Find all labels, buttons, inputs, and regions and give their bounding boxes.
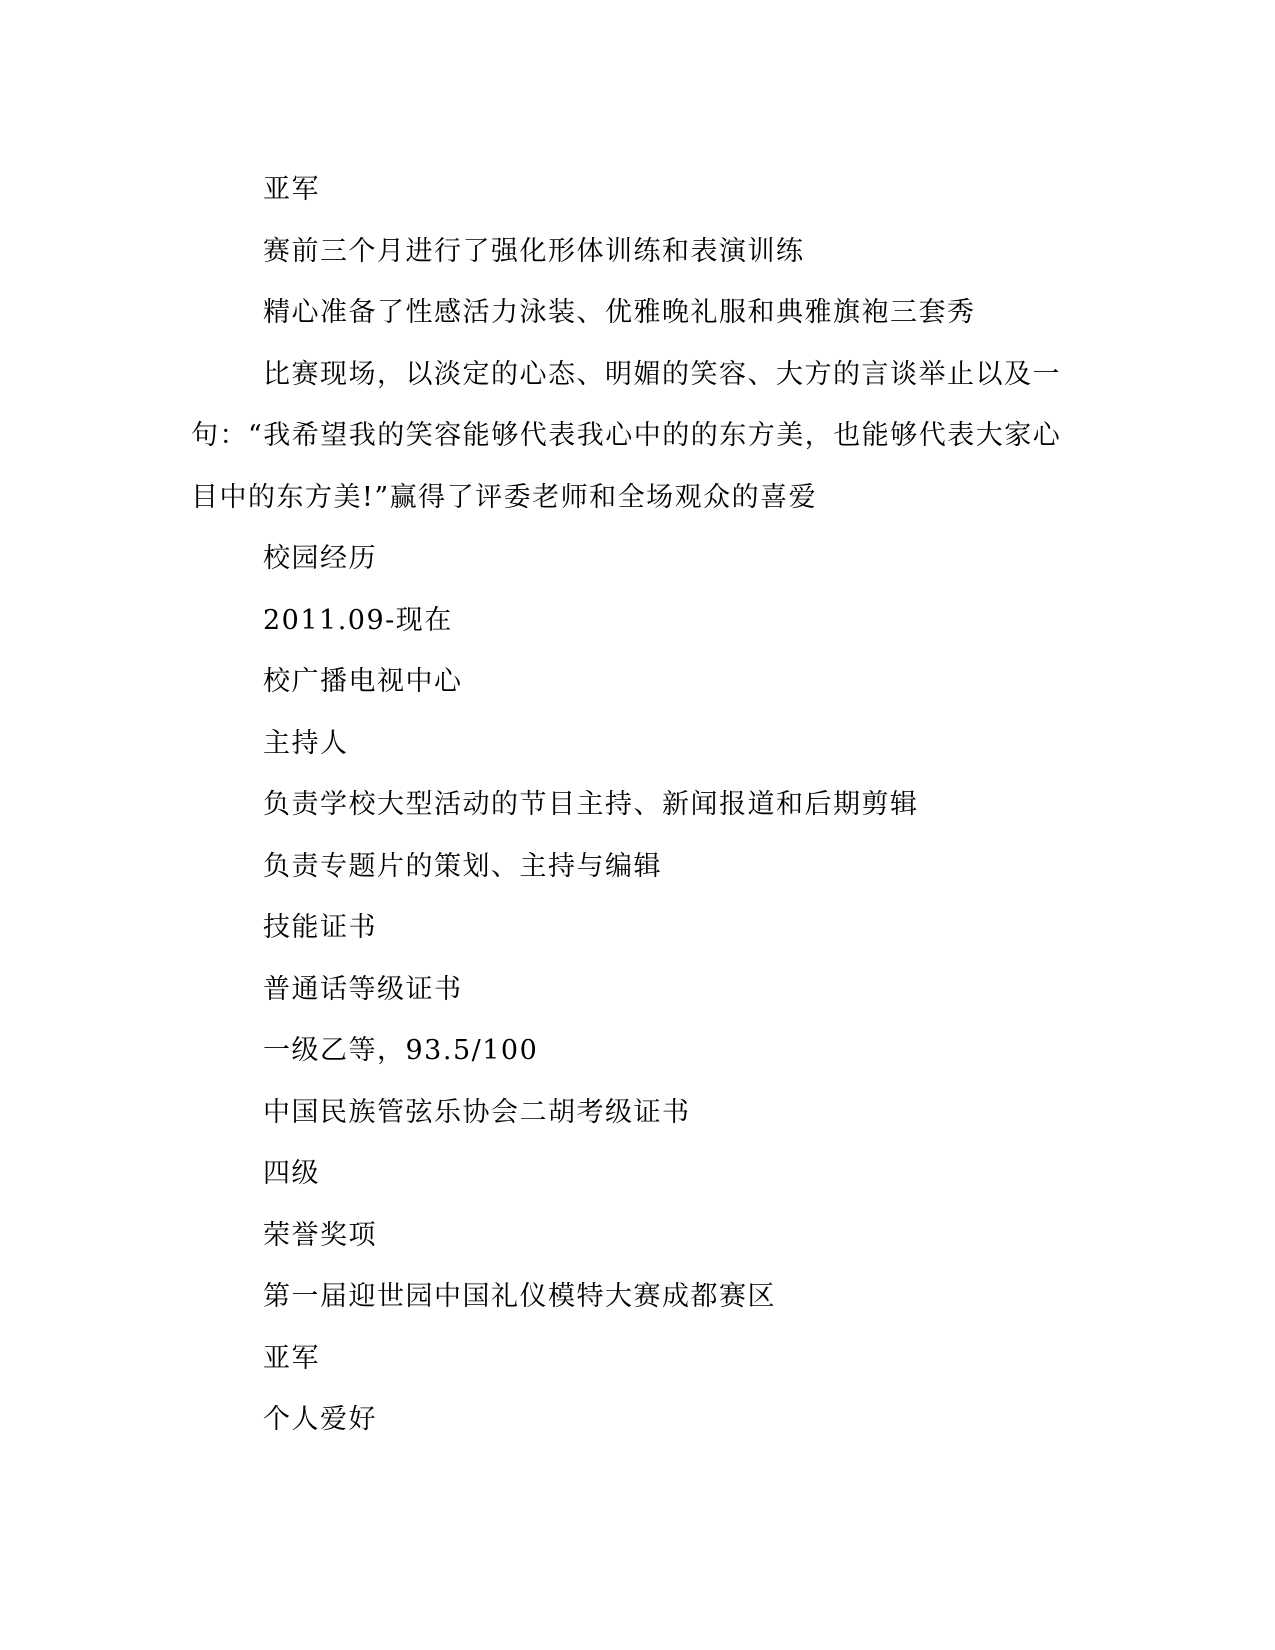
- paragraph-honor-contest: 第一届迎世园中国礼仪模特大赛成都赛区: [263, 1281, 776, 1312]
- paragraph-honor-rank: 亚军: [263, 1342, 320, 1374]
- paragraph-costumes: 精心准备了性感活力泳装、优雅晚礼服和典雅旗袍三套秀: [263, 297, 976, 328]
- paragraph-competition-scene: 比赛现场，以淡定的心态、明媚的笑容、大方的言谈举止以及一句：“我希望我的笑容能够代表我心中的的东方美，也能够代表大家心目中的东方美!”赢得了评委老师和全场观众的喜爱: [191, 358, 1062, 513]
- paragraph-award-runner-up: 亚军: [263, 174, 320, 205]
- paragraph-certificate-mandarin-level: 一级乙等，93.5/100: [263, 1035, 539, 1066]
- paragraph-duty-1: 负责学校大型活动的节目主持、新闻报道和后期剪辑: [263, 789, 919, 820]
- section-heading-honors: 荣誉奖项: [263, 1219, 377, 1251]
- paragraph-duty-2: 负责专题片的策划、主持与编辑: [263, 850, 662, 882]
- paragraph-role: 主持人: [263, 727, 349, 759]
- paragraph-certificate-mandarin: 普通话等级证书: [263, 973, 463, 1005]
- paragraph-training: 赛前三个月进行了强化形体训练和表演训练: [263, 235, 805, 267]
- section-heading-campus-experience: 校园经历: [263, 543, 377, 574]
- paragraph-certificate-erhu-level: 四级: [263, 1158, 320, 1189]
- paragraph-certificate-erhu: 中国民族管弦乐协会二胡考级证书: [263, 1096, 691, 1128]
- section-heading-certificates: 技能证书: [263, 912, 377, 943]
- paragraph-period: 2011.09-现在: [263, 604, 453, 636]
- paragraph-organization: 校广播电视中心: [263, 666, 463, 697]
- document-body: [191, 159, 1081, 1451]
- section-heading-hobbies: 个人爱好: [263, 1404, 377, 1435]
